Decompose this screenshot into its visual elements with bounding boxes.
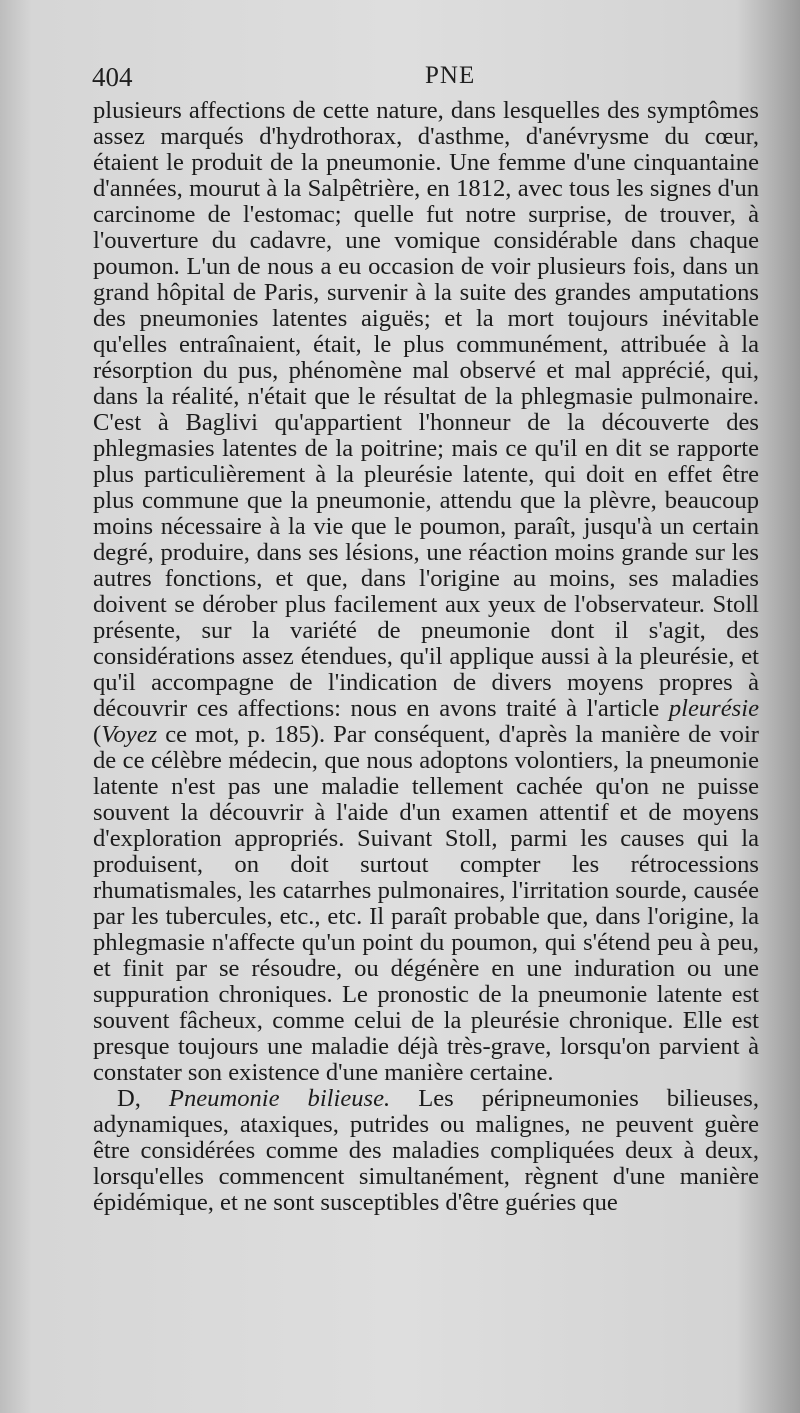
cross-reference: pleurésie [668,695,759,722]
voyez-reference: Voyez [101,721,158,748]
running-head [70,62,760,98]
paragraph-text: ce mot, p. 185). Par conséquent, d'après la manière de voir de ce célèbre médecin, que nous adoptons volontiers, la pneumonie latente n'est pas une maladie tellement cachée qu'on ne puisse souvent la découvrir à l'aide d'un examen attentif et de moyens d'exploration appropriés. Suivant Stoll, parmi les causes qui la produisent, on doit surtout compter les rétrocessions rhumatismales, les catarrhes pulmonaires, l'irritation sourde, causée par les tubercules, etc., etc. Il paraît probable que, dans l'origine, la phlegmasie n'affecte qu'un point du poumon, qui s'étend peu à peu, et finit par se résoudre, ou dégénère en une induration ou une suppuration chroniques. Le pronostic de la pneumonie latente est souvent fâcheux, comme celui de la pleurésie chronique. Elle est presque toujours une maladie déjà très-grave, lorsqu'on parvient à constater son existence d'une manière certaine. [93,721,759,1086]
section-heading: Pneumonie bilieuse. [168,1085,391,1112]
page-number: 404 [92,62,133,92]
paragraph-text: plusieurs affections de cette nature, dans lesquelles des symptômes assez marqués d'hydrothorax, d'asthme, d'anévrysme du cœur, étaient le produit de la pneumonie. Une femme d'une cinquantaine d'années, mourut à la Salpêtrière, en 1812, avec tous les signes d'un carcinome de l'estomac; quelle fut notre surprise, de trouver, à l'ouverture du cadavre, une vomique considérable dans chaque poumon. L'un de nous a eu occasion de voir plusieurs fois, dans un grand hôpital de Paris, survenir à la suite des grandes amputations des pneumonies latentes aiguës; et la mort toujours inévitable qu'elles entraînaient, était, le plus communément, attribuée à la résorption du pus, phénomène mal observé et mal apprécié, qui, dans la réalité, n'était que le résultat de la phlegmasie pulmonaire. C'est à Baglivi qu'appartient l'honneur de la découverte des phlegmasies latentes de la poitrine; mais ce qu'il en dit se rapporte plus particulièrement à la pleurésie latente, qui doit en effet être plus commune que la pneumonie, attendu que la plèvre, beaucoup moins nécessaire à la vie que le poumon, paraît, jusqu'à un certain degré, produire, dans ses lésions, une réaction moins grande sur les autres fonctions, et que, dans l'origine au moins, ses maladies doivent se dérober plus facilement aux yeux de l'observateur. Stoll présente, sur la variété de pneumonie dont il s'agit, des considérations assez étendues, qu'il applique aussi à la pleurésie, et qu'il accompagne de l'indication de divers moyens propres à découvrir ces affections: nous en avons traité à l'article [93,97,759,722]
paragraph-text: ( [93,721,102,748]
section-label: D, [117,1085,141,1112]
section-paragraph [93,1086,759,1216]
body-text [93,98,759,1216]
running-title: PNE [425,62,476,89]
paragraph-text: Les péripneumonies bilieuses, adynamiques, ataxiques, putrides ou malignes, ne peuvent guère être considérées comme des maladies compliquées deux à deux, lorsqu'elles commencent simultanément, règnent d'une manière épidémique, et ne sont susceptibles d'être guéries que [93,1085,759,1216]
paragraph [93,98,759,1086]
